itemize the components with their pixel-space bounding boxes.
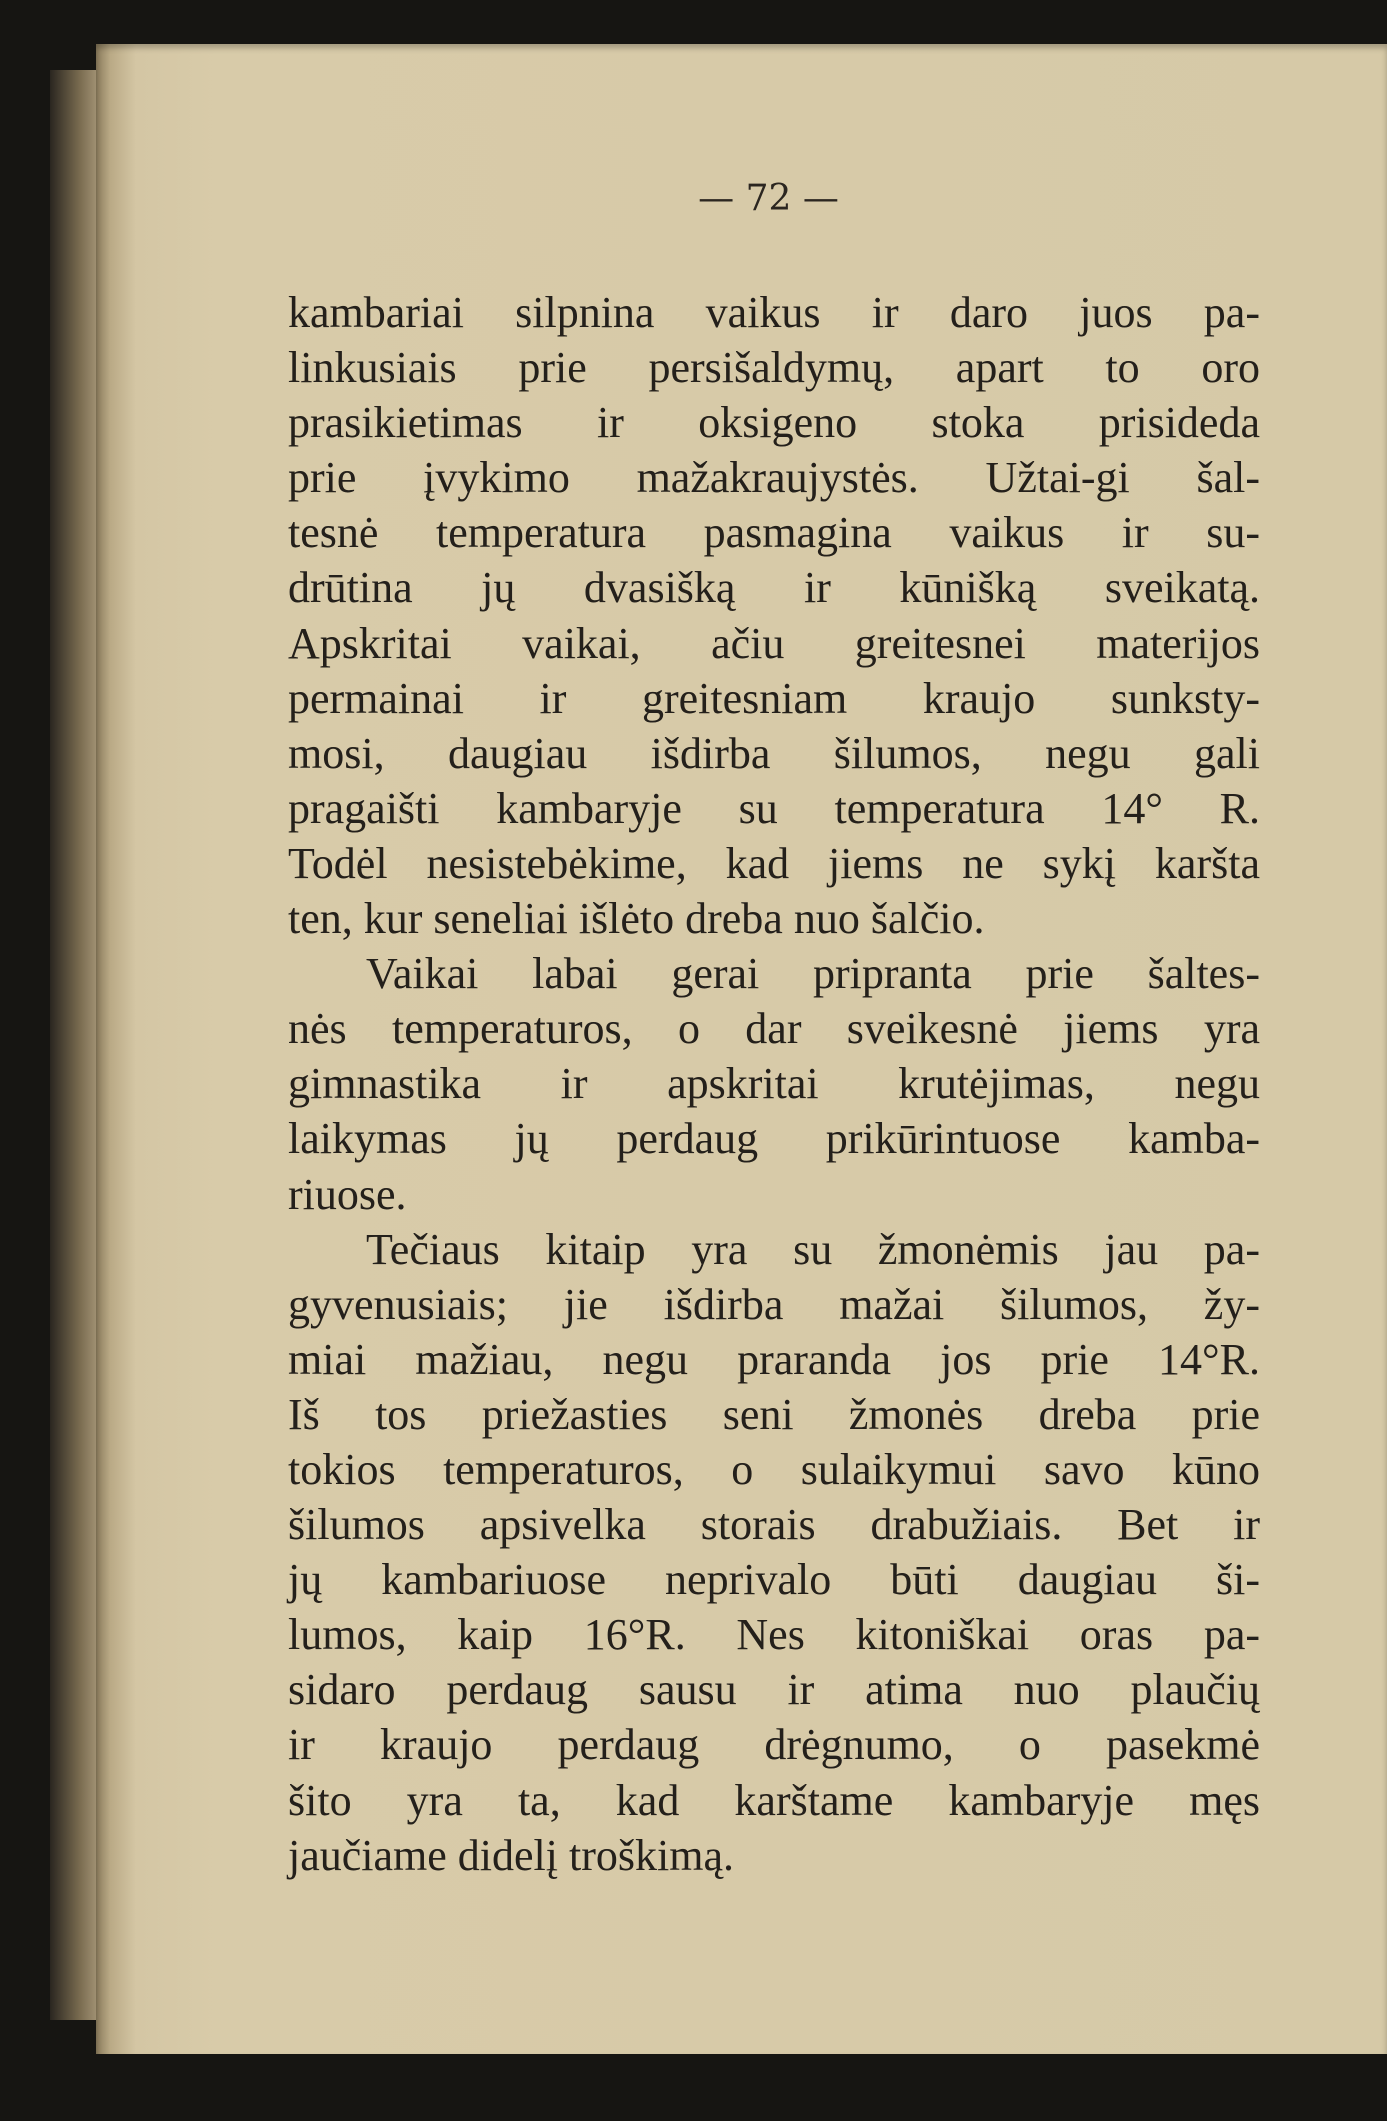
text-line: laikymas jų perdaug prikūrintuose kamba- — [288, 1114, 1260, 1164]
text-line: ir kraujo perdaug drėgnumo, o pasekmė — [288, 1720, 1260, 1770]
paragraph-start-line: Vaikai labai gerai pripranta prie šaltes- — [366, 949, 1260, 999]
page-number: — 72 — — [698, 178, 839, 219]
text-line: jų kambariuose neprivalo būti daugiau ši- — [288, 1555, 1260, 1605]
text-line: riuose. — [288, 1169, 407, 1219]
text-line: miai mažiau, negu praranda jos prie 14°R. — [288, 1334, 1260, 1384]
text-line: šilumos apsivelka storais drabužiais. Bet ir — [288, 1500, 1260, 1550]
text-line: sidaro perdaug sausu ir atima nuo plaučių — [288, 1665, 1260, 1715]
book-gutter — [50, 70, 100, 2020]
text-line: linkusiais prie persišaldymų, apart to oro — [288, 343, 1260, 393]
text-line: prie įvykimo mažakraujystės. Užtai-gi šal- — [288, 453, 1260, 503]
text-line: kambariai silpnina vaikus ir daro juos pa- — [288, 288, 1260, 337]
text-line: permainai ir greitesniam kraujo sunksty- — [288, 673, 1260, 723]
text-line: Iš tos priežasties seni žmonės dreba prie — [288, 1389, 1260, 1439]
text-line: šito yra ta, kad karštame kambaryje męs — [288, 1775, 1260, 1825]
text-line: Todėl nesistebėkime, kad jiems ne sykį karšta — [288, 838, 1260, 888]
text-line: tesnė temperatura pasmagina vaikus ir su- — [288, 508, 1260, 558]
text-line: gyvenusiais; jie išdirba mažai šilumos, žy- — [288, 1279, 1260, 1329]
text-line: prasikietimas ir oksigeno stoka prisideda — [288, 398, 1260, 448]
text-line: lumos, kaip 16°R. Nes kitoniškai oras pa- — [288, 1610, 1260, 1660]
text-line: mosi, daugiau išdirba šilumos, negu gali — [288, 728, 1260, 778]
text-line: pragaišti kambaryje su temperatura 14° R. — [288, 783, 1260, 833]
text-line: gimnastika ir apskritai krutėjimas, negu — [288, 1059, 1260, 1109]
text-line: jaučiame didelį troškimą. — [288, 1830, 734, 1880]
text-line: tokios temperaturos, o sulaikymui savo kūno — [288, 1444, 1260, 1494]
text-line: ten, kur seneliai išlėto dreba nuo šalčio. — [288, 894, 985, 944]
text-line: nės temperaturos, o dar sveikesnė jiems yra — [288, 1004, 1260, 1054]
paragraph-start-line: Tečiaus kitaip yra su žmonėmis jau pa- — [366, 1224, 1260, 1274]
body-text — [288, 285, 1260, 1883]
text-line: Apskritai vaikai, ačiu greitesnei materijos — [288, 618, 1260, 668]
text-line: drūtina jų dvasišką ir kūnišką sveikatą. — [288, 563, 1260, 613]
